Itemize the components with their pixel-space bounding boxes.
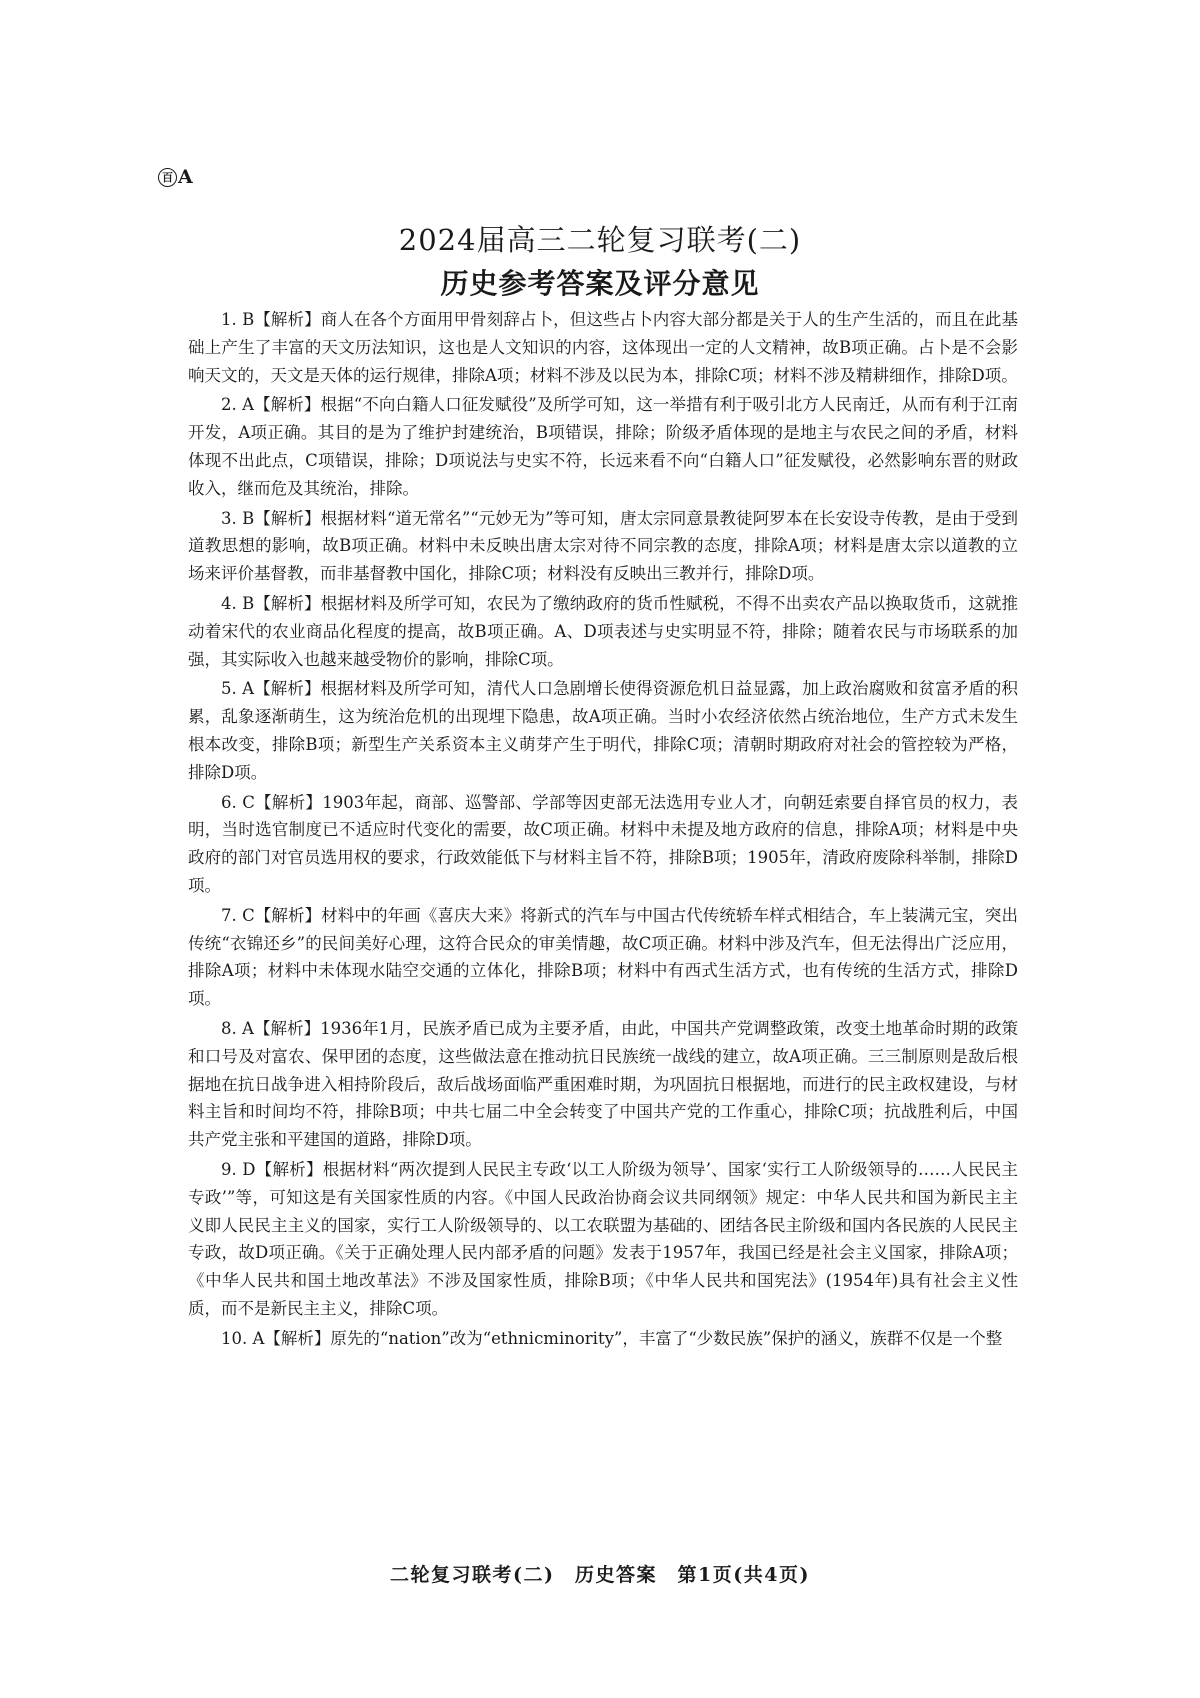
answer-item-5: 5. A【解析】根据材料及所学可知，清代人口急剧增长使得资源危机日益显露，加上政治腐败和贫富矛盾的积累，乱象逐渐萌生，这为统治危机的出现埋下隐患，故A项正确。当时小农经济依然占统治地位，生产方式未发生根本改变，排除B项；新型生产关系资本主义萌芽产生于明代，排除C项；清朝时期政府对社会的管控较为严格，排除D项。 <box>188 679 1018 782</box>
answer-item-7: 7. C【解析】材料中的年画《喜庆大来》将新式的汽车与中国古代传统轿车样式相结合，车上装满元宝，突出传统“衣锦还乡”的民间美好心理，这符合民众的审美情趣，故C项正确。材料中涉及汽车，但无法得出广泛应用，排除A项；材料中未体现水陆空交通的立体化，排除B项；材料中有西式生活方式，也有传统的生活方式，排除D项。 <box>188 905 1018 1009</box>
answer-item-9: 9. D【解析】根据材料“两次提到人民民主专政‘以工人阶级为领导’、国家‘实行工人阶级领导的……人民民主专政’”等，可知这是有关国家性质的内容。《中国人民政治协商会议共同纲领》规定：中华人民共和国为新民主主义即人民民主主义的国家，实行工人阶级领导的、以工农联盟为基础的、团结各民主阶级和国内各民族的人民民主专政，故D项正确。《关于正确处理人民内部矛盾的问题》发表于1957年，我国已经是社会主义国家，排除A项；《中华人民共和国土地改革法》不涉及国家性质，排除B项；《中华人民共和国宪法》(1954年)具有社会主义性质，而不是新民主主义，排除C项。 <box>188 1159 1018 1318</box>
answer-item-6: 6. C【解析】1903年起，商部、巡警部、学部等因吏部无法选用专业人才，向朝廷索要自择官员的权力，表明，当时选官制度已不适应时代变化的需要，故C项正确。材料中未提及地方政府的信息，排除A项；材料是中央政府的部门对官员选用权的要求，行政效能低下与材料主旨不符，排除B项；1905年，清政府废除科举制，排除D项。 <box>188 792 1018 895</box>
answer-item-8: 8. A【解析】1936年1月，民族矛盾已成为主要矛盾，由此，中国共产党调整政策，改变土地革命时期的政策和口号及对富农、保甲团的态度，这些做法意在推动抗日民族统一战线的建立，故A项正确。三三制原则是敌后根据地在抗日战争进入相持阶段后，敌后战场面临严重困难时期，为巩固抗日根据地，而进行的民主政权建设，与材料主旨和时间均不符，排除B项；中共七届二中全会转变了中国共产党的工作重心，排除C项；抗战胜利后，中国共产党主张和平建国的道路，排除D项。 <box>188 1018 1018 1150</box>
answer-item-4: 4. B【解析】根据材料及所学可知，农民为了缴纳政府的货币性赋税，不得不出卖农产品以换取货币，这就推动着宋代的农业商品化程度的提高，故B项正确。A、D项表述与史实明显不符，排除；随着农民与市场联系的加强，其实际收入也越来越受物价的影响，排除C项。 <box>188 593 1018 669</box>
document-subtitle: 历史参考答案及评分意见 <box>440 267 760 300</box>
answer-item-1: 1. B【解析】商人在各个方面用甲骨刻辞占卜，但这些占卜内容大部分都是关于人的生产生活的，而且在此基础上产生了丰富的天文历法知识，这也是人文知识的内容，这体现出一定的人文精神，故B项正确。占卜是不会影响天文的，天文是天体的运行规律，排除A项；材料不涉及以民为本，排除C项；材料不涉及精耕细作，排除D项。 <box>188 310 1018 385</box>
version-letter: A <box>178 166 193 188</box>
page-footer: 二轮复习联考(二) 历史答案 第1页(共4页) <box>390 1564 810 1586</box>
answer-item-3: 3. B【解析】根据材料“道无常名”“元妙无为”等可知，唐太宗同意景教徒阿罗本在长安设寺传教，是由于受到道教思想的影响，故B项正确。材料中未反映出唐太宗对待不同宗教的态度，排除A项；材料是唐太宗以道教的立场来评价基督教，而非基督教中国化，排除C项；材料没有反映出三教并行，排除D项。 <box>188 508 1018 584</box>
circled-glyph: 百 <box>158 168 177 187</box>
document-title: 2024届高三二轮复习联考(二) <box>398 223 802 257</box>
paper-version-mark <box>158 166 193 188</box>
answer-item-10: 10. A【解析】原先的“nation”改为“ethnicminority”，丰富了“少数民族”保护的涵义，族群不仅是一个整 <box>221 1328 1003 1348</box>
answer-item-2: 2. A【解析】根据“不向白籍人口征发赋役”及所学可知，这一举措有利于吸引北方人民南迁，从而有利于江南开发，A项正确。其目的是为了维护封建统治，B项错误，排除；阶级矛盾体现的是地主与农民之间的矛盾，材料体现不出此点，C项错误，排除；D项说法与史实不符，长远来看不向“白籍人口”征发赋役，必然影响东晋的财政收入，继而危及其统治，排除。 <box>188 395 1018 498</box>
answer-list <box>188 306 1018 1354</box>
